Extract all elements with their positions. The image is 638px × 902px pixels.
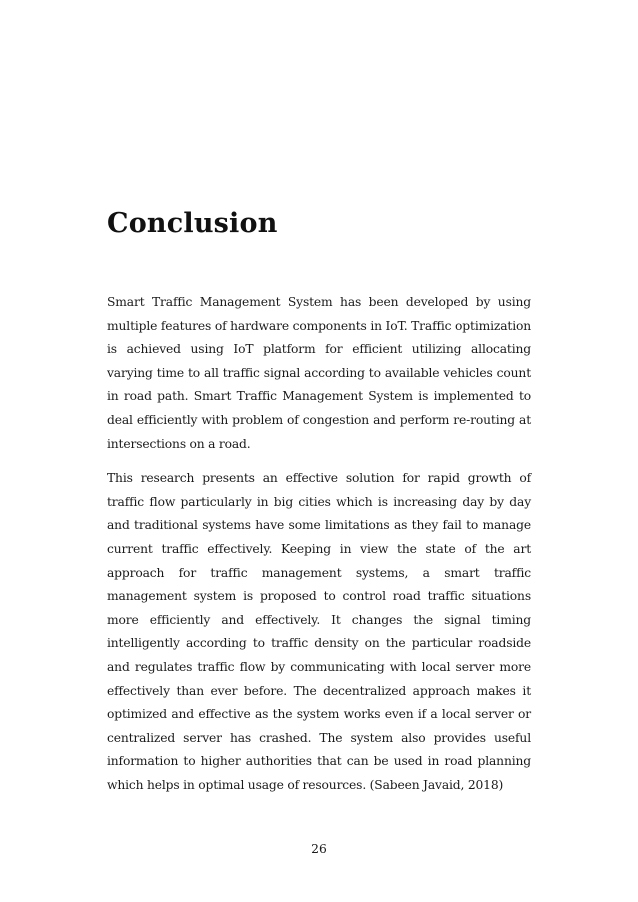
page-number: 26 (311, 842, 327, 856)
paragraph: This research presents an effective solution for rapid growth of traffic flow particularly in big cities which is increasing day by day and traditional systems have some limitations as they fail to manage current traffic effectively. Keeping in view the state of the art approach for traffic management systems, a smart traffic management system is proposed to control road traffic situations more efficiently and effectively. It changes the signal timing intelligently according to traffic density on the particular roadside and regulates traffic flow by communicating with local server more effectively than ever before. The decentralized approach makes it optimized and effective as the system works even if a local server or centralized server has crashed. The system also provides useful information to higher authorities that can be used in road planning which helps in optimal usage of resources. (Sabeen Javaid, 2018) (107, 471, 531, 792)
paragraph: Smart Traffic Management System has been developed by using multiple features of hardware components in IoT. Traffic optimization is achieved using IoT platform for efficient utilizing allocating varying time to all traffic signal according to available vehicles count in road path. Smart Traffic Management System is implemented to deal efficiently with problem of congestion and perform re-routing at intersections on a road. (107, 295, 531, 451)
chapter-title: Conclusion (107, 208, 278, 239)
body-text (107, 291, 531, 808)
